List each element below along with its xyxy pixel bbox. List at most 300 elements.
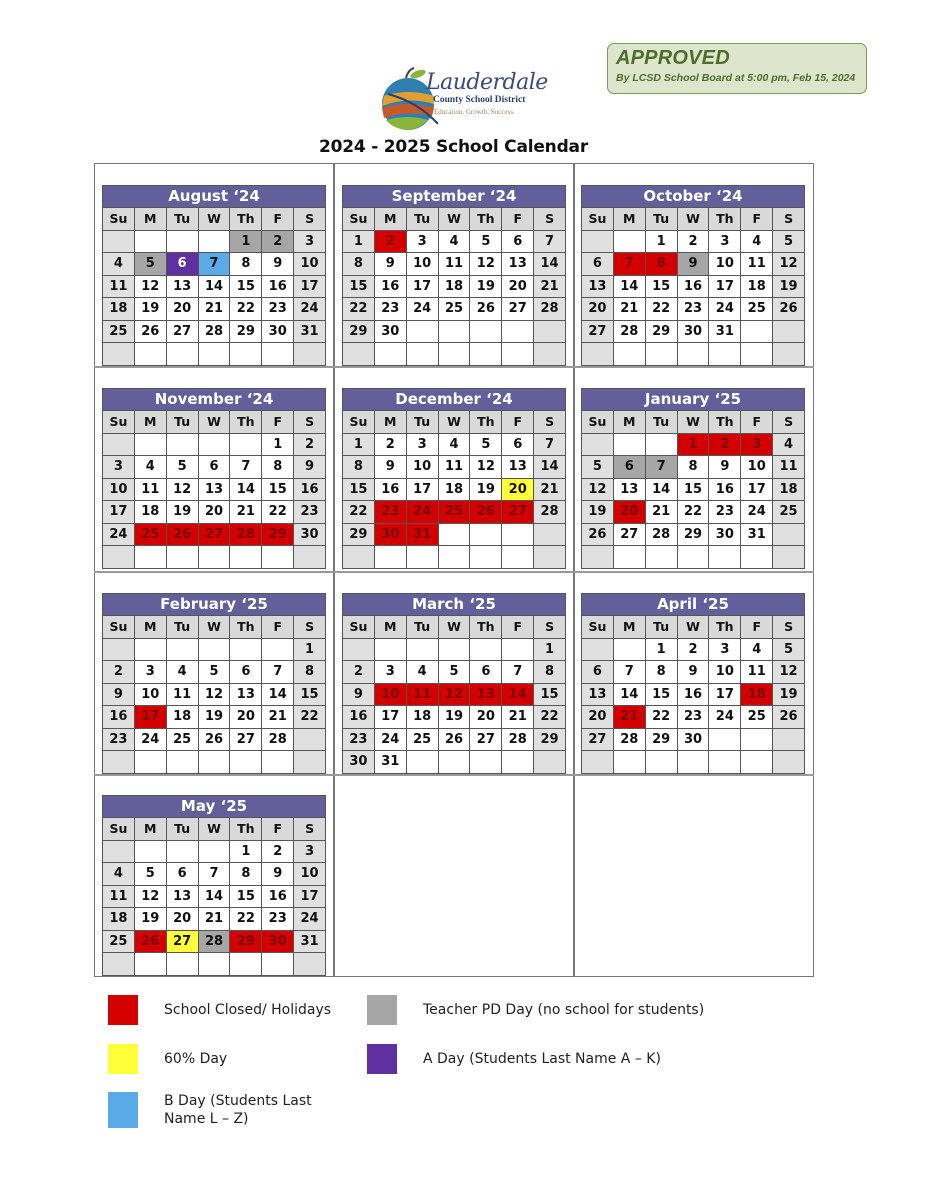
weekday-header: Su: [343, 208, 374, 230]
weekday-header: W: [678, 411, 709, 433]
day-cell: 27: [199, 524, 230, 546]
month-title: December ‘24: [343, 389, 565, 410]
logo-script-text: Lauderdale: [426, 70, 548, 95]
day-cell: 16: [262, 886, 293, 908]
empty-cell: [262, 953, 293, 975]
month-grid: [103, 817, 325, 975]
empty-cell: [407, 751, 438, 773]
empty-cell: [741, 751, 772, 773]
logo-tagline: Education. Growth. Success.: [434, 108, 515, 116]
empty-cell: [167, 953, 198, 975]
weekday-header: F: [262, 818, 293, 840]
district-logo: [378, 64, 548, 134]
day-cell: 25: [439, 298, 470, 320]
empty-cell: [614, 639, 645, 661]
day-cell: 12: [773, 253, 804, 275]
day-cell: 17: [709, 276, 740, 298]
empty-cell: [439, 321, 470, 343]
day-cell: 8: [230, 863, 261, 885]
day-cell: 23: [262, 908, 293, 930]
day-cell: 21: [502, 706, 533, 728]
day-cell: 13: [230, 684, 261, 706]
weekday-header: Tu: [646, 616, 677, 638]
day-cell: 7: [262, 661, 293, 683]
empty-cell: [470, 524, 501, 546]
day-cell: 1: [343, 434, 374, 456]
day-cell: 18: [103, 298, 134, 320]
day-cell: 13: [470, 684, 501, 706]
empty-cell: [343, 639, 374, 661]
empty-cell: [103, 231, 134, 253]
day-cell: 9: [678, 661, 709, 683]
empty-cell: [741, 343, 772, 365]
day-cell: 26: [167, 524, 198, 546]
day-cell: 8: [646, 661, 677, 683]
legend-item-closed: [108, 995, 331, 1025]
day-cell: 10: [407, 253, 438, 275]
legend-item-aday: [367, 1044, 661, 1074]
day-cell: 31: [294, 931, 325, 953]
weekday-header: F: [741, 411, 772, 433]
weekday-header: Tu: [167, 616, 198, 638]
empty-cell: [470, 639, 501, 661]
day-cell: 29: [678, 524, 709, 546]
day-cell: 20: [167, 908, 198, 930]
day-cell: 24: [709, 298, 740, 320]
day-cell: 30: [262, 931, 293, 953]
day-cell: 11: [167, 684, 198, 706]
day-cell: 18: [407, 706, 438, 728]
day-cell: 1: [343, 231, 374, 253]
empty-cell: [502, 343, 533, 365]
weekday-header: Su: [582, 616, 613, 638]
day-cell: 6: [582, 253, 613, 275]
empty-cell: [646, 343, 677, 365]
day-cell: 29: [343, 524, 374, 546]
weekday-header: W: [678, 208, 709, 230]
empty-cell: [534, 321, 565, 343]
empty-cell: [230, 434, 261, 456]
empty-cell: [582, 639, 613, 661]
empty-cell: [773, 343, 804, 365]
day-cell: 8: [534, 661, 565, 683]
day-cell: 4: [135, 456, 166, 478]
empty-cell: [103, 751, 134, 773]
day-cell: 5: [470, 231, 501, 253]
gray-swatch-icon: [367, 995, 397, 1025]
day-cell: 15: [294, 684, 325, 706]
day-cell: 31: [375, 751, 406, 773]
legend-item-bday: [108, 1092, 334, 1128]
day-cell: 24: [135, 729, 166, 751]
day-cell: 24: [375, 729, 406, 751]
day-cell: 28: [534, 298, 565, 320]
day-cell: 8: [343, 456, 374, 478]
month-title: April ‘25: [582, 594, 804, 615]
day-cell: 28: [614, 729, 645, 751]
weekday-header: F: [741, 616, 772, 638]
weekday-header: F: [502, 616, 533, 638]
day-cell: 24: [294, 298, 325, 320]
month-title: May ‘25: [103, 796, 325, 817]
weekday-header: S: [773, 208, 804, 230]
day-cell: 28: [262, 729, 293, 751]
day-cell: 15: [534, 684, 565, 706]
weekday-header: W: [199, 616, 230, 638]
day-cell: 14: [534, 253, 565, 275]
day-cell: 19: [773, 684, 804, 706]
day-cell: 2: [678, 639, 709, 661]
day-cell: 22: [678, 501, 709, 523]
day-cell: 10: [375, 684, 406, 706]
day-cell: 7: [534, 231, 565, 253]
legend-label: School Closed/ Holidays: [164, 1002, 332, 1018]
day-cell: 28: [534, 501, 565, 523]
empty-cell: [230, 639, 261, 661]
weekday-header: M: [375, 411, 406, 433]
legend-item-sixty: [108, 1044, 227, 1074]
day-cell: 4: [407, 661, 438, 683]
day-cell: 29: [646, 321, 677, 343]
day-cell: 31: [709, 321, 740, 343]
empty-cell: [199, 841, 230, 863]
month-calendar: [102, 795, 326, 976]
empty-cell: [199, 343, 230, 365]
empty-cell: [502, 546, 533, 568]
day-cell: 28: [199, 321, 230, 343]
month-grid: [103, 410, 325, 568]
weekday-header: Su: [103, 208, 134, 230]
month-grid: [582, 207, 804, 365]
day-cell: 30: [709, 524, 740, 546]
empty-cell: [375, 546, 406, 568]
day-cell: 6: [614, 456, 645, 478]
empty-cell: [343, 546, 374, 568]
month-grid: [582, 410, 804, 568]
empty-cell: [646, 434, 677, 456]
month-calendar: [581, 185, 805, 366]
day-cell: 9: [678, 253, 709, 275]
day-cell: 6: [167, 253, 198, 275]
weekday-header: Th: [230, 818, 261, 840]
empty-cell: [502, 321, 533, 343]
day-cell: 7: [614, 253, 645, 275]
empty-cell: [407, 546, 438, 568]
day-cell: 17: [709, 684, 740, 706]
day-cell: 1: [262, 434, 293, 456]
day-cell: 14: [614, 684, 645, 706]
day-cell: 19: [199, 706, 230, 728]
day-cell: 26: [135, 321, 166, 343]
empty-cell: [773, 751, 804, 773]
weekday-header: S: [534, 616, 565, 638]
month-grid: [343, 410, 565, 568]
legend-label: 60% Day: [164, 1051, 228, 1067]
day-cell: 19: [470, 276, 501, 298]
day-cell: 18: [741, 684, 772, 706]
day-cell: 9: [375, 456, 406, 478]
weekday-header: Tu: [167, 818, 198, 840]
red-swatch-icon: [108, 995, 138, 1025]
day-cell: 16: [103, 706, 134, 728]
empty-cell: [582, 343, 613, 365]
day-cell: 2: [262, 841, 293, 863]
empty-cell: [199, 639, 230, 661]
day-cell: 23: [343, 729, 374, 751]
day-cell: 4: [167, 661, 198, 683]
day-cell: 20: [582, 706, 613, 728]
day-cell: 5: [135, 253, 166, 275]
yellow-swatch-icon: [108, 1044, 138, 1074]
empty-cell: [167, 841, 198, 863]
day-cell: 14: [199, 276, 230, 298]
day-cell: 4: [103, 863, 134, 885]
day-cell: 24: [741, 501, 772, 523]
empty-cell: [167, 343, 198, 365]
day-cell: 29: [534, 729, 565, 751]
day-cell: 26: [199, 729, 230, 751]
weekday-header: F: [262, 616, 293, 638]
empty-cell: [534, 751, 565, 773]
day-cell: 22: [646, 706, 677, 728]
empty-cell: [470, 343, 501, 365]
day-cell: 25: [741, 706, 772, 728]
empty-cell: [773, 321, 804, 343]
day-cell: 13: [167, 276, 198, 298]
day-cell: 12: [439, 684, 470, 706]
day-cell: 26: [582, 524, 613, 546]
day-cell: 23: [375, 501, 406, 523]
day-cell: 30: [678, 729, 709, 751]
day-cell: 12: [199, 684, 230, 706]
day-cell: 3: [407, 231, 438, 253]
day-cell: 22: [262, 501, 293, 523]
day-cell: 16: [678, 684, 709, 706]
empty-cell: [582, 434, 613, 456]
empty-cell: [502, 524, 533, 546]
day-cell: 5: [167, 456, 198, 478]
weekday-header: Th: [230, 616, 261, 638]
day-cell: 2: [262, 231, 293, 253]
day-cell: 12: [135, 886, 166, 908]
day-cell: 1: [534, 639, 565, 661]
day-cell: 15: [230, 886, 261, 908]
month-calendar: [102, 388, 326, 569]
day-cell: 26: [470, 298, 501, 320]
month-calendar: [102, 593, 326, 774]
day-cell: 26: [439, 729, 470, 751]
day-cell: 12: [582, 479, 613, 501]
weekday-header: W: [199, 208, 230, 230]
day-cell: 16: [709, 479, 740, 501]
day-cell: 25: [773, 501, 804, 523]
empty-cell: [614, 751, 645, 773]
day-cell: 22: [343, 501, 374, 523]
empty-cell: [439, 524, 470, 546]
day-cell: 15: [646, 276, 677, 298]
legend-label: Teacher PD Day (no school for students): [423, 1002, 705, 1018]
month-grid: [343, 207, 565, 365]
weekday-header: Tu: [167, 208, 198, 230]
weekday-header: W: [439, 411, 470, 433]
day-cell: 12: [470, 456, 501, 478]
weekday-header: Tu: [167, 411, 198, 433]
day-cell: 26: [773, 706, 804, 728]
empty-cell: [230, 751, 261, 773]
weekday-header: Su: [582, 411, 613, 433]
empty-cell: [294, 729, 325, 751]
day-cell: 21: [199, 908, 230, 930]
day-cell: 3: [294, 231, 325, 253]
day-cell: 9: [294, 456, 325, 478]
month-title: September ‘24: [343, 186, 565, 207]
weekday-header: Th: [470, 208, 501, 230]
day-cell: 20: [470, 706, 501, 728]
weekday-header: M: [614, 616, 645, 638]
month-calendar: [342, 593, 566, 774]
day-cell: 9: [262, 863, 293, 885]
empty-cell: [614, 231, 645, 253]
empty-cell: [439, 639, 470, 661]
empty-cell: [534, 524, 565, 546]
day-cell: 13: [502, 456, 533, 478]
day-cell: 18: [167, 706, 198, 728]
day-cell: 7: [199, 253, 230, 275]
day-cell: 4: [741, 639, 772, 661]
day-cell: 15: [230, 276, 261, 298]
weekday-header: Tu: [407, 411, 438, 433]
day-cell: 10: [709, 661, 740, 683]
day-cell: 11: [741, 253, 772, 275]
day-cell: 23: [262, 298, 293, 320]
day-cell: 15: [262, 479, 293, 501]
day-cell: 11: [741, 661, 772, 683]
empty-cell: [135, 841, 166, 863]
day-cell: 6: [502, 434, 533, 456]
day-cell: 22: [230, 908, 261, 930]
empty-cell: [582, 231, 613, 253]
day-cell: 28: [199, 931, 230, 953]
weekday-header: Tu: [407, 208, 438, 230]
purple-swatch-icon: [367, 1044, 397, 1074]
day-cell: 30: [678, 321, 709, 343]
month-grid: [103, 207, 325, 365]
empty-cell: [375, 639, 406, 661]
empty-cell: [741, 546, 772, 568]
empty-cell: [135, 343, 166, 365]
weekday-header: M: [614, 411, 645, 433]
day-cell: 8: [230, 253, 261, 275]
empty-cell: [470, 546, 501, 568]
day-cell: 3: [135, 661, 166, 683]
day-cell: 27: [582, 729, 613, 751]
empty-cell: [167, 751, 198, 773]
day-cell: 12: [135, 276, 166, 298]
day-cell: 29: [262, 524, 293, 546]
empty-cell: [678, 751, 709, 773]
empty-cell: [199, 231, 230, 253]
month-calendar: [102, 185, 326, 366]
weekday-header: S: [294, 818, 325, 840]
day-cell: 10: [103, 479, 134, 501]
empty-cell: [103, 343, 134, 365]
day-cell: 5: [199, 661, 230, 683]
day-cell: 23: [709, 501, 740, 523]
day-cell: 22: [343, 298, 374, 320]
day-cell: 4: [439, 231, 470, 253]
weekday-header: Th: [230, 208, 261, 230]
day-cell: 10: [741, 456, 772, 478]
day-cell: 6: [582, 661, 613, 683]
approved-title: APPROVED: [616, 47, 730, 69]
day-cell: 16: [375, 276, 406, 298]
legend-item-pd: [367, 995, 704, 1025]
legend-label: B Day (Students Last Name L – Z): [164, 1093, 312, 1127]
day-cell: 25: [167, 729, 198, 751]
day-cell: 7: [614, 661, 645, 683]
day-cell: 1: [230, 231, 261, 253]
day-cell: 1: [646, 231, 677, 253]
empty-cell: [614, 546, 645, 568]
weekday-header: Tu: [407, 616, 438, 638]
day-cell: 18: [439, 276, 470, 298]
empty-cell: [709, 343, 740, 365]
weekday-header: Su: [582, 208, 613, 230]
empty-cell: [230, 343, 261, 365]
empty-cell: [582, 751, 613, 773]
empty-cell: [709, 729, 740, 751]
day-cell: 8: [262, 456, 293, 478]
day-cell: 10: [407, 456, 438, 478]
weekday-header: Tu: [646, 208, 677, 230]
weekday-header: Th: [709, 208, 740, 230]
day-cell: 3: [103, 456, 134, 478]
day-cell: 14: [502, 684, 533, 706]
day-cell: 21: [534, 276, 565, 298]
weekday-header: F: [262, 208, 293, 230]
day-cell: 19: [135, 908, 166, 930]
empty-cell: [103, 953, 134, 975]
divider: [94, 366, 814, 368]
empty-cell: [230, 953, 261, 975]
day-cell: 11: [773, 456, 804, 478]
empty-cell: [294, 343, 325, 365]
weekday-header: Su: [103, 411, 134, 433]
empty-cell: [103, 546, 134, 568]
day-cell: 30: [375, 321, 406, 343]
empty-cell: [534, 343, 565, 365]
day-cell: 7: [502, 661, 533, 683]
day-cell: 17: [103, 501, 134, 523]
empty-cell: [167, 639, 198, 661]
day-cell: 5: [773, 231, 804, 253]
legend-label: A Day (Students Last Name A – K): [423, 1051, 661, 1067]
empty-cell: [678, 546, 709, 568]
day-cell: 3: [407, 434, 438, 456]
empty-cell: [709, 546, 740, 568]
day-cell: 16: [294, 479, 325, 501]
weekday-header: S: [294, 616, 325, 638]
day-cell: 22: [646, 298, 677, 320]
day-cell: 1: [230, 841, 261, 863]
day-cell: 6: [167, 863, 198, 885]
day-cell: 2: [294, 434, 325, 456]
day-cell: 14: [614, 276, 645, 298]
day-cell: 30: [375, 524, 406, 546]
weekday-header: Su: [343, 616, 374, 638]
day-cell: 20: [167, 298, 198, 320]
day-cell: 19: [167, 501, 198, 523]
